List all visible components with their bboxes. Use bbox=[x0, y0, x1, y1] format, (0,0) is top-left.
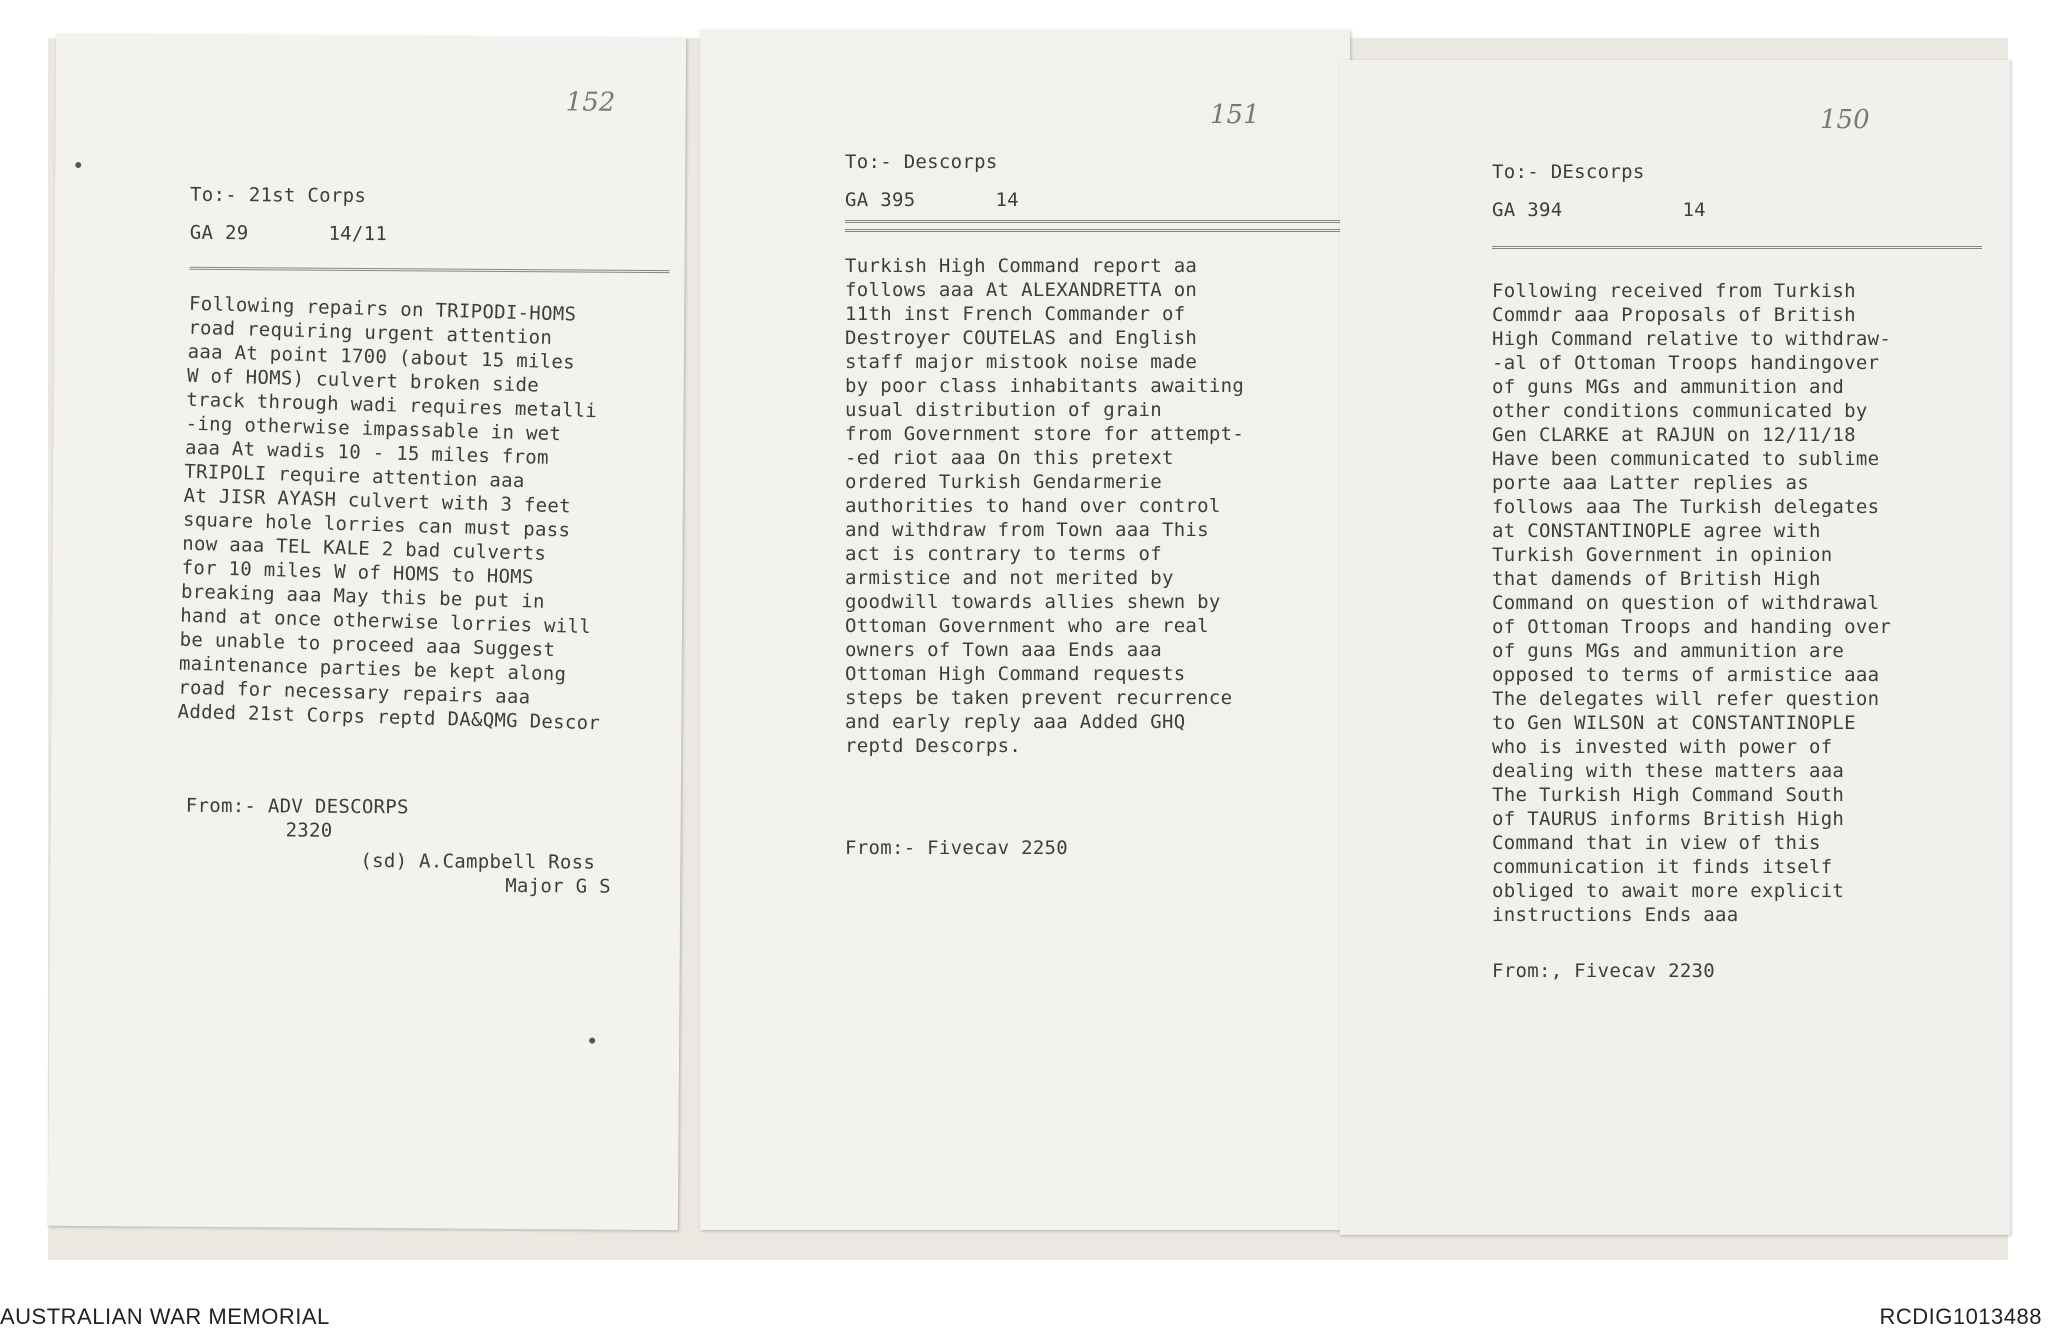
message-line: goodwill towards allies shewn by bbox=[845, 591, 1221, 613]
sender: From:, Fivecav 2230 bbox=[1492, 960, 1716, 982]
message-date: 14 bbox=[1682, 199, 1706, 221]
message-line: of guns MGs and ammunition and bbox=[1492, 376, 1845, 398]
message-line: road for necessary repairs aaa bbox=[178, 676, 531, 709]
message-reference: GA 29 bbox=[189, 221, 249, 245]
message-line: -ed riot aaa On this pretext bbox=[845, 447, 1174, 469]
message-line: from Government store for attempt- bbox=[845, 423, 1245, 445]
sender: From:- ADV DESCORPS bbox=[185, 794, 409, 819]
message-line: Turkish Government in opinion bbox=[1492, 544, 1833, 566]
message-line: breaking aaa May this be put in bbox=[180, 580, 546, 613]
message-line: Following received from Turkish bbox=[1492, 280, 1856, 302]
message-line: now aaa TEL KALE 2 bad culverts bbox=[182, 532, 547, 565]
message-line: Commdr aaa Proposals of British bbox=[1492, 304, 1856, 326]
message-line: Have been communicated to sublime bbox=[1492, 448, 1880, 470]
addressee: To:- Descorps bbox=[845, 151, 998, 173]
punch-mark bbox=[75, 162, 81, 168]
message-line: be unable to proceed aaa Suggest bbox=[179, 628, 556, 662]
message-reference: GA 395 bbox=[845, 189, 916, 211]
message-line: authorities to hand over control bbox=[845, 495, 1221, 517]
footer-catalog-id: RCDIG1013488 bbox=[1879, 1304, 2042, 1329]
folio-number: 150 bbox=[1820, 105, 1870, 135]
message-line: aaa At wadis 10 - 15 miles from bbox=[184, 436, 550, 469]
message-line: Ottoman High Command requests bbox=[845, 663, 1186, 685]
message-line: aaa At point 1700 (about 15 miles bbox=[187, 340, 576, 374]
message-line: and early reply aaa Added GHQ bbox=[845, 711, 1186, 733]
separator-rule bbox=[845, 220, 1340, 223]
message-line: usual distribution of grain bbox=[845, 399, 1162, 421]
message-line: Turkish High Command report aa bbox=[845, 255, 1198, 277]
message-line: porte aaa Latter replies as bbox=[1492, 472, 1809, 494]
footer-institution: AUSTRALIAN WAR MEMORIAL bbox=[0, 1304, 330, 1329]
punch-mark bbox=[589, 1038, 595, 1044]
message-line: -ing otherwise impassable in wet bbox=[185, 412, 562, 446]
message-date: 14/11 bbox=[328, 222, 388, 246]
message-line: instructions Ends aaa bbox=[1492, 904, 1739, 926]
message-line: other conditions communicated by bbox=[1492, 400, 1868, 422]
message-line: follows aaa At ALEXANDRETTA on bbox=[845, 279, 1198, 301]
signature: (sd) A.Campbell Ross bbox=[360, 849, 596, 874]
message-date: 14 bbox=[995, 189, 1019, 211]
message-body-area bbox=[845, 150, 1345, 860]
message-line: that damends of British High bbox=[1492, 568, 1821, 590]
message-line: by poor class inhabitants awaiting bbox=[845, 375, 1245, 397]
addressee: To:- DEscorps bbox=[1492, 161, 1645, 183]
message-line: at CONSTANTINOPLE agree with bbox=[1492, 520, 1821, 542]
message-line: for 10 miles W of HOMS to HOMS bbox=[181, 556, 535, 589]
message-line: ordered Turkish Gendarmerie bbox=[845, 471, 1162, 493]
message-line: who is invested with power of bbox=[1492, 736, 1833, 758]
message-body-area bbox=[177, 183, 680, 899]
folio-number: 151 bbox=[1210, 100, 1260, 130]
message-line: Destroyer COUTELAS and English bbox=[845, 327, 1198, 349]
message-line: owners of Town aaa Ends aaa bbox=[845, 639, 1162, 661]
addressee: To:- 21st Corps bbox=[189, 183, 367, 207]
message-line: and withdraw from Town aaa This bbox=[845, 519, 1209, 541]
separator-rule bbox=[845, 229, 1340, 232]
message-line: Ottoman Government who are real bbox=[845, 615, 1209, 637]
message-form-3 bbox=[1340, 60, 2010, 1235]
message-line: communication it finds itself bbox=[1492, 856, 1833, 878]
message-text bbox=[177, 292, 679, 738]
message-line: Command that in view of this bbox=[1492, 832, 1821, 854]
message-reference: GA 394 bbox=[1492, 199, 1563, 221]
message-line: of Ottoman Troops and handing over bbox=[1492, 616, 1892, 638]
message-line: dealing with these matters aaa bbox=[1492, 760, 1845, 782]
sender-time: 2320 bbox=[285, 819, 333, 842]
message-line: W of HOMS) culvert broken side bbox=[186, 364, 540, 397]
message-form-1 bbox=[48, 34, 686, 1230]
message-line: The delegates will refer question bbox=[1492, 688, 1880, 710]
message-line: opposed to terms of armistice aaa bbox=[1492, 664, 1880, 686]
message-line: 11th inst French Commander of bbox=[845, 303, 1186, 325]
message-line: hand at once otherwise lorries will bbox=[180, 604, 592, 639]
sender: From:- Fivecav 2250 bbox=[845, 837, 1069, 859]
message-line: track through wadi requires metalli bbox=[186, 388, 598, 423]
message-line: to Gen WILSON at CONSTANTINOPLE bbox=[1492, 712, 1856, 734]
message-line: obliged to await more explicit bbox=[1492, 880, 1845, 902]
message-line: Following repairs on TRIPODI-HOMS bbox=[188, 292, 577, 326]
message-line: follows aaa The Turkish delegates bbox=[1492, 496, 1880, 518]
message-line: Command on question of withdrawal bbox=[1492, 592, 1880, 614]
message-line: Gen CLARKE at RAJUN on 12/11/18 bbox=[1492, 424, 1856, 446]
message-line: maintenance parties be kept along bbox=[178, 652, 567, 686]
message-line: steps be taken prevent recurrence bbox=[845, 687, 1233, 709]
message-line: TRIPOLI require attention aaa bbox=[184, 460, 525, 493]
message-line: reptd Descorps. bbox=[845, 735, 1022, 757]
separator-rule bbox=[1492, 246, 1982, 249]
separator-rule bbox=[190, 267, 670, 273]
message-body-area bbox=[1492, 160, 2002, 983]
message-line: road requiring urgent attention bbox=[188, 316, 553, 349]
message-text bbox=[1492, 279, 2002, 927]
message-line: armistice and not merited by bbox=[845, 567, 1174, 589]
message-line: act is contrary to terms of bbox=[845, 543, 1162, 565]
message-line: staff major mistook noise made bbox=[845, 351, 1198, 373]
message-line: At JISR AYASH culvert with 3 feet bbox=[183, 484, 572, 518]
message-line: High Command relative to withdraw- bbox=[1492, 328, 1892, 350]
message-line: The Turkish High Command South bbox=[1492, 784, 1845, 806]
message-line: square hole lorries can must pass bbox=[182, 508, 571, 542]
message-line: Added 21st Corps reptd DA&QMG Descor bbox=[177, 700, 601, 735]
message-line: of guns MGs and ammunition are bbox=[1492, 640, 1845, 662]
folio-number: 152 bbox=[565, 87, 616, 118]
signatory-rank: Major G S bbox=[505, 874, 611, 898]
message-line: -al of Ottoman Troops handingover bbox=[1492, 352, 1880, 374]
message-line: of TAURUS informs British High bbox=[1492, 808, 1845, 830]
message-text bbox=[845, 254, 1345, 758]
message-form-2 bbox=[700, 30, 1350, 1230]
